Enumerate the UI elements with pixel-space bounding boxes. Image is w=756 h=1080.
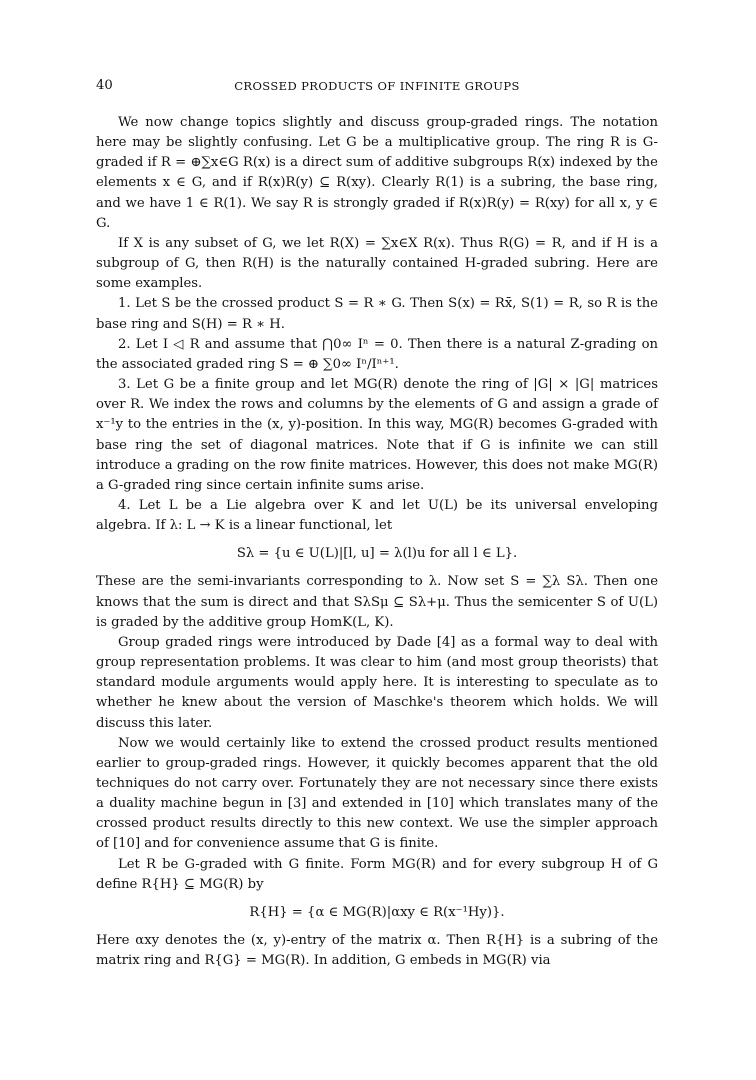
display-equation-rh: R{H} = {α ∈ MG(R)|αxy ∈ R(x⁻¹Hy)}. bbox=[249, 904, 505, 920]
example-2: 2. Let I ◁ R and assume that ⋂0∞ Iⁿ = 0. Then there is a natural Z-grading on the associated graded ring S = ⊕ ∑0∞ Iⁿ/Iⁿ⁺¹. bbox=[96, 336, 658, 372]
example-1: 1. Let S be the crossed product S = R ∗ G. Then S(x) = Rx̄, S(1) = R, so R is the base ring and S(H) = R ∗ H. bbox=[96, 296, 658, 332]
paragraph-dade: Group graded rings were introduced by Dade [4] as a formal way to deal with group representation problems. It was clear to him (and most group theorists) that standard module arguments would apply here. It is interesting to speculate as to whether he knew about the version of Maschke's theorem which holds. We will discuss this later. bbox=[96, 634, 658, 731]
example-3: 3. Let G be a finite group and let MG(R) denote the ring of |G| × |G| matrices over R. We index the rows and columns by the elements of G and assign a grade of x⁻¹y to the entries in the (x, y)-position. In this way, MG(R) becomes G-graded with base ring the set of diagonal matrices. Note that if G is infinite we can still introduce a grading on the row finite matrices. However, this does not make MG(R) a G-graded ring since certain infinite sums arise. bbox=[96, 377, 658, 493]
paragraph-subset-grading: If X is any subset of G, we let R(X) = ∑x∈X R(x). Thus R(G) = R, and if H is a subgroup of G, then R(H) is the naturally contained H-graded subring. Here are some examples. bbox=[96, 235, 658, 292]
paragraph-semi-invariants: These are the semi-invariants corresponding to λ. Now set S = ∑λ Sλ. Then one knows that the sum is direct and that SλSμ ⊆ Sλ+μ. Thus the semicenter S of U(L) is graded by the additive group HomK(L, K). bbox=[96, 574, 658, 630]
paragraph-duality: Now we would certainly like to extend the crossed product results mentioned earlier to group-graded rings. However, it quickly becomes apparent that the old techniques do not carry over. Fortunately they are not necessary since there exists a duality machine begun in [3] and extended in [10] which translates many of the crossed product results directly to this new context. We use the simpler approach of [10] and for convenience assume that G is finite. bbox=[96, 735, 658, 852]
page-header bbox=[96, 76, 658, 96]
paragraph-matrix-entry: Here αxy denotes the (x, y)-entry of the matrix α. Then R{H} is a subring of the matrix ring and R{G} = MG(R). In addition, G embeds in MG(R) via bbox=[96, 933, 658, 969]
display-equation-semi-invariants: Sλ = {u ∈ U(L)|[l, u] = λ(l)u for all l ∈ L}. bbox=[236, 546, 518, 562]
running-title: CROSSED PRODUCTS OF INFINITE GROUPS bbox=[234, 79, 520, 93]
page bbox=[96, 76, 658, 971]
page-number: 40 bbox=[96, 78, 113, 93]
paragraph-graded-rings: We now change topics slightly and discuss group-graded rings. The notation here may be slightly confusing. Let G be a multiplicative group. The ring R is G-graded if R = ⊕∑x∈G R(x) is a direct sum of additive subgroups R(x) indexed by the elements x ∈ G, and if R(x)R(y) ⊆ R(xy). Clearly R(1) is a subring, the base ring, and we have 1 ∈ R(1). We say R is strongly graded if R(x)R(y) = R(xy) for all x, y ∈ G. bbox=[96, 115, 658, 231]
example-4: 4. Let L be a Lie algebra over K and let U(L) be its universal enveloping algebra. If λ: L → K is a linear functional, let bbox=[96, 497, 658, 534]
paragraph-definition: Let R be G-graded with G finite. Form MG(R) and for every subgroup H of G define R{H} ⊆ MG(R) by bbox=[96, 856, 658, 892]
